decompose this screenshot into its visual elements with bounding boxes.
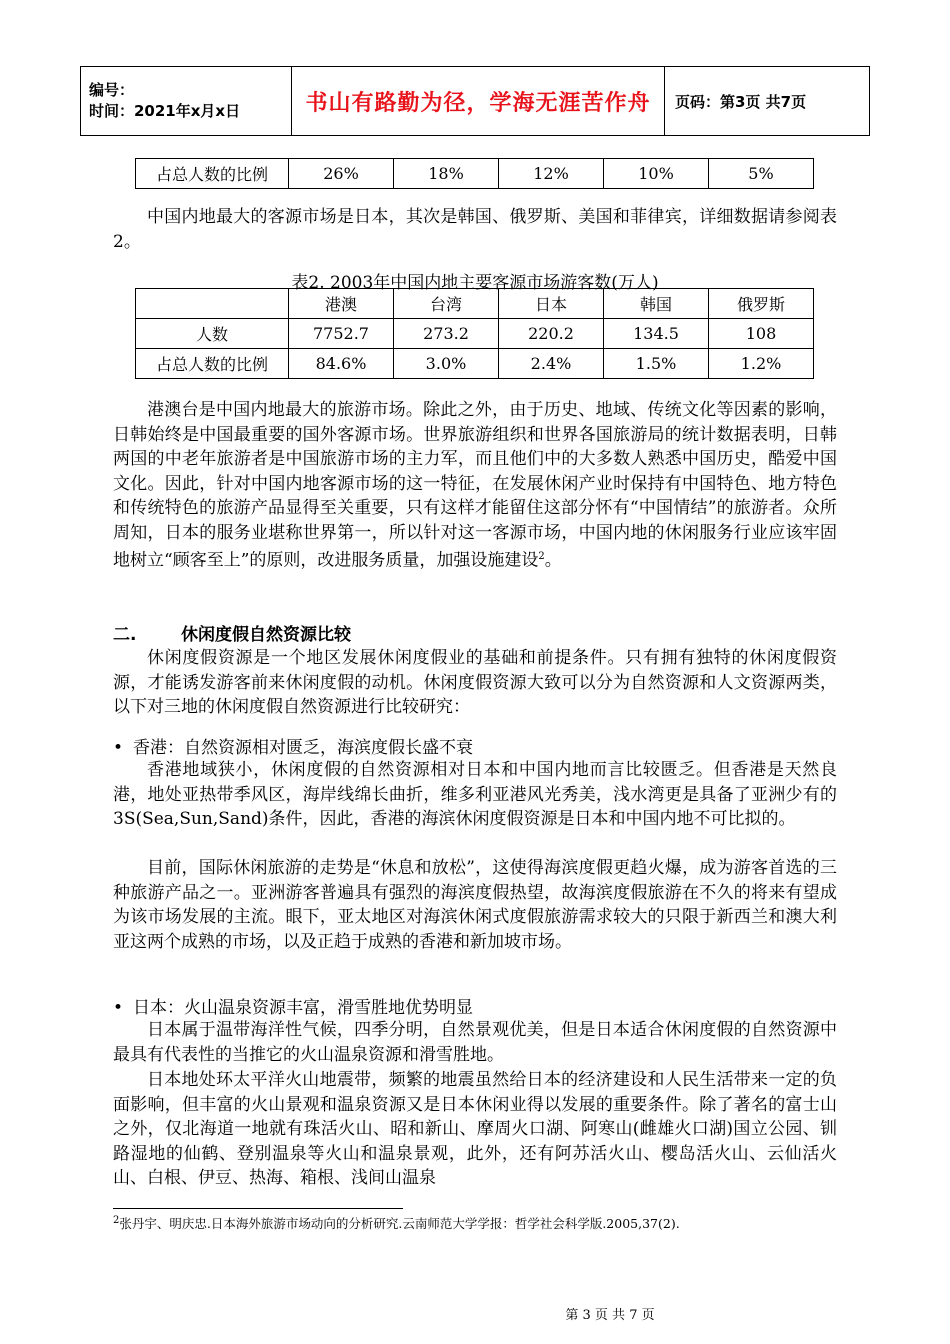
table-cell: 84.6% <box>289 349 394 379</box>
table-cell: 1.5% <box>604 349 709 379</box>
bullet-item <box>113 993 473 1018</box>
paragraph: 日本属于温带海洋性气候，四季分明，自然景观优美，但是日本适合休闲度假的自然资源中最具有代表性的当推它的火山温泉资源和滑雪胜地。 <box>113 1020 837 1065</box>
footnote-mark: 2 <box>113 1214 120 1226</box>
section-heading <box>113 620 351 645</box>
paragraph: 香港地域狭小，休闲度假的自然资源相对日本和中国内地而言比较匮乏。但香港是天然良港，地处亚热带季风区，海岸线绵长曲折，维多利亚港风光秀美，浅水湾更是具备了亚洲少有的3S(Sea,Sun,Sand)条件，因此，香港的海滨休闲度假资源是日本和中国内地不可比拟的。 <box>113 760 837 829</box>
footnote <box>113 1214 680 1232</box>
paragraph: 日本地处环太平洋火山地震带，频繁的地震虽然给日本的经济建设和人民生活带来一定的负面影响，但丰富的火山景观和温泉资源又是日本休闲业得以发展的重要条件。除了著名的富士山之外，仅北海道一地就有珠活火山、昭和新山、摩周火口湖、阿寒山(雌雄火口湖)国立公园、钏路湿地的仙鹤、登别温泉等火山和温泉景观，此外，还有阿苏活火山、樱岛活火山、云仙活火山、白根、伊豆、热海、箱根、浅间山温泉 <box>113 1070 837 1188</box>
header-meta <box>81 67 292 136</box>
bullet-icon: • <box>113 738 124 758</box>
table-cell: 2.4% <box>499 349 604 379</box>
bullet-icon: • <box>113 998 124 1018</box>
paragraph-end: 。 <box>544 550 562 571</box>
table-cell: 273.2 <box>394 319 499 349</box>
footnote-reference: 2 <box>538 551 545 562</box>
table-cell: 26% <box>289 159 394 189</box>
table-cell: 12% <box>499 159 604 189</box>
bullet-item <box>113 733 473 758</box>
table-header-cell: 港澳 <box>289 289 394 319</box>
table-header-cell: 俄罗斯 <box>709 289 814 319</box>
section-title: 休闲度假自然资源比较 <box>181 625 351 645</box>
table-header-cell: 台湾 <box>394 289 499 319</box>
table-cell: 18% <box>394 159 499 189</box>
table-row <box>136 319 814 349</box>
table-cell: 134.5 <box>604 319 709 349</box>
paragraph: 目前，国际休闲旅游的走势是“休息和放松”，这使得海滨度假更趋火爆，成为游客首选的三种旅游产品之一。亚洲游客普遍具有强烈的海滨度假热望，故海滨度假旅游在不久的将来有望成为该市场发展的主流。眼下，亚太地区对海滨休闲式度假旅游需求较大的只限于新西兰和澳大利亚这两个成熟的市场，以及正趋于成熟的香港和新加坡市场。 <box>113 858 837 952</box>
paragraph <box>113 398 837 573</box>
table-header-cell: 日本 <box>499 289 604 319</box>
table-cell: 108 <box>709 319 814 349</box>
table-row <box>136 349 814 379</box>
footnote-divider <box>113 1208 403 1209</box>
table-row <box>136 159 814 189</box>
document-number-label: 编号： <box>89 81 135 99</box>
bullet-text: 香港：自然资源相对匮乏，海滨度假长盛不衰 <box>133 738 473 758</box>
table2 <box>135 288 814 379</box>
table-cell: 5% <box>709 159 814 189</box>
table2-caption: 表2. 2003年中国内地主要客源市场游客数(万人) <box>291 273 659 293</box>
table-header-cell: 韩国 <box>604 289 709 319</box>
table-cell: 占总人数的比例 <box>136 159 289 189</box>
footnote-text: 张丹宇、明庆忠.日本海外旅游市场动向的分析研究.云南师范大学学报：哲学社会科学版.2005,37(2). <box>119 1216 680 1231</box>
document-header <box>80 66 870 136</box>
bullet-text: 日本：火山温泉资源丰富，滑雪胜地优势明显 <box>133 998 473 1018</box>
document-date-label: 时间：2021年x月x日 <box>89 102 241 120</box>
table-cell: 占总人数的比例 <box>136 349 289 379</box>
table-cell: 7752.7 <box>289 319 394 349</box>
table-cell: 3.0% <box>394 349 499 379</box>
paragraph: 中国内地最大的客源市场是日本，其次是韩国、俄罗斯、美国和菲律宾，详细数据请参阅表2。 <box>113 207 837 252</box>
header-motto: 书山有路勤为径，学海无涯苦作舟 <box>292 67 665 136</box>
table-cell: 220.2 <box>499 319 604 349</box>
table-cell: 10% <box>604 159 709 189</box>
table-cell: 人数 <box>136 319 289 349</box>
page-number: 第 3 页 共 7 页 <box>565 1308 655 1323</box>
paragraph: 休闲度假资源是一个地区发展休闲度假业的基础和前提条件。只有拥有独特的休闲度假资源，才能诱发游客前来休闲度假的动机。休闲度假资源大致可以分为自然资源和人文资源两类，以下对三地的休闲度假自然资源进行比较研究： <box>113 648 837 717</box>
table-cell: 1.2% <box>709 349 814 379</box>
header-page-label: 页码：第3页 共7页 <box>665 67 870 136</box>
table-header-cell <box>136 289 289 319</box>
table-header-row <box>136 289 814 319</box>
paragraph-text: 港澳台是中国内地最大的旅游市场。除此之外，由于历史、地域、传统文化等因素的影响，日韩始终是中国最重要的国外客源市场。世界旅游组织和世界各国旅游局的统计数据表明，日韩两国的中老年旅游者是中国旅游市场的主力军，而且他们中的大多数人熟悉中国历史，酷爱中国文化。因此，针对中国内地客源市场的这一特征，在发展休闲产业时保持有中国特色、地方特色和传统特色的旅游产品显得至关重要，只有这样才能留住这部分怀有“中国情结”的旅游者。众所周知，日本的服务业堪称世界第一，所以针对这一客源市场，中国内地的休闲服务行业应该牢固地树立“顾客至上”的原则，改进服务质量，加强设施建设 <box>113 400 837 571</box>
section-number: 二. <box>113 625 137 645</box>
table1-tail <box>135 158 814 189</box>
